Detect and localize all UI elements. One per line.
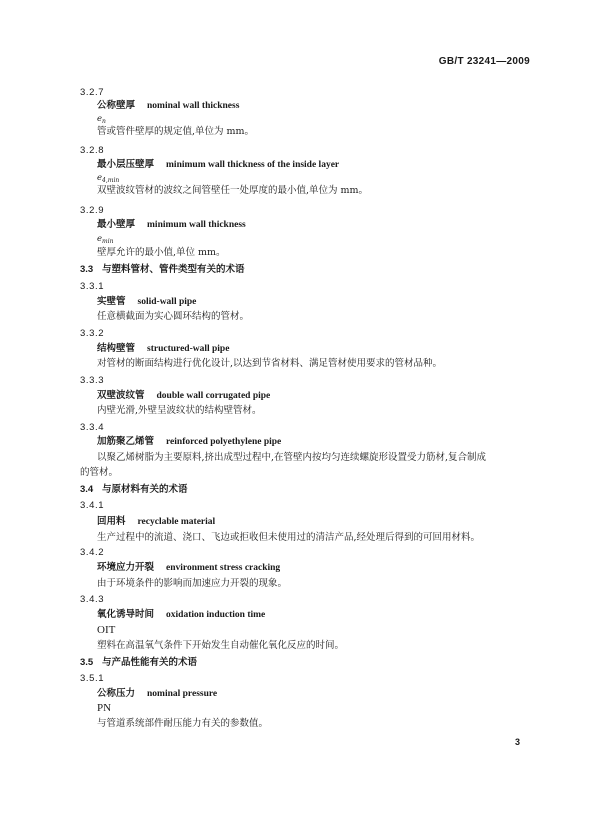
term-en: environment stress cracking bbox=[166, 563, 281, 573]
term-zh: 公称压力 bbox=[97, 688, 136, 699]
section-number: 3.3 bbox=[80, 264, 94, 275]
term-heading bbox=[97, 343, 229, 355]
page-number: 3 bbox=[515, 737, 521, 747]
section-heading bbox=[80, 657, 197, 669]
term-heading bbox=[97, 688, 217, 700]
term-definition: 双壁波纹管材的波纹之间管壁任一处厚度的最小值,单位为 mm。 bbox=[97, 185, 369, 196]
term-en: nominal pressure bbox=[147, 689, 218, 699]
symbol-subscript: min bbox=[102, 238, 114, 245]
term-definition: 以聚乙烯树脂为主要原料,挤出成型过程中,在管壁内按均匀连续螺旋形设置受力筋材,复合制成 bbox=[97, 452, 487, 463]
symbol-subscript: 4,min bbox=[102, 177, 120, 184]
term-en: minimum wall thickness of the inside layer bbox=[166, 160, 340, 170]
term-en: oxidation induction time bbox=[166, 610, 266, 620]
term-heading bbox=[97, 390, 270, 402]
term-en: double wall corrugated pipe bbox=[156, 391, 271, 401]
term-definition: 与管道系统部件耐压能力有关的参数值。 bbox=[97, 718, 269, 729]
term-abbreviation: OIT bbox=[97, 624, 116, 636]
term-heading bbox=[97, 562, 280, 574]
term-heading bbox=[97, 609, 265, 621]
section-title: 与塑料管材、管件类型有关的术语 bbox=[102, 264, 245, 275]
term-heading bbox=[97, 219, 246, 231]
term-zh: 回用料 bbox=[97, 516, 126, 527]
term-zh: 公称壁厚 bbox=[97, 100, 136, 111]
term-zh: 加筋聚乙烯管 bbox=[97, 436, 155, 447]
term-zh: 结构壁管 bbox=[97, 343, 136, 354]
term-zh: 实壁管 bbox=[97, 296, 126, 307]
clause-number: 3.3.1 bbox=[80, 281, 105, 292]
term-definition: 内壁光滑,外壁呈波纹状的结构壁管材。 bbox=[97, 405, 262, 416]
term-en: nominal wall thickness bbox=[147, 101, 240, 111]
term-en: structured-wall pipe bbox=[147, 344, 230, 354]
symbol-base: e bbox=[97, 173, 103, 183]
clause-number: 3.5.1 bbox=[80, 673, 105, 684]
term-zh: 氧化诱导时间 bbox=[97, 609, 155, 620]
clause-number: 3.3.3 bbox=[80, 375, 105, 386]
term-heading bbox=[97, 100, 239, 112]
term-abbreviation: PN bbox=[97, 702, 112, 714]
term-heading bbox=[97, 159, 339, 171]
section-number: 3.5 bbox=[80, 657, 94, 668]
term-en: solid-wall pipe bbox=[137, 297, 197, 307]
term-definition: 由于环境条件的影响而加速应力开裂的现象。 bbox=[97, 578, 288, 589]
symbol-subscript: n bbox=[102, 118, 106, 125]
section-title: 与原材料有关的术语 bbox=[102, 484, 188, 495]
term-en: minimum wall thickness bbox=[147, 220, 246, 230]
clause-number: 3.3.4 bbox=[80, 422, 105, 433]
term-symbol bbox=[97, 233, 114, 248]
clause-number: 3.4.2 bbox=[80, 547, 105, 558]
clause-number: 3.4.1 bbox=[80, 500, 105, 511]
term-zh: 环境应力开裂 bbox=[97, 562, 155, 573]
standard-number: GB/T 23241—2009 bbox=[438, 56, 530, 67]
term-definition: 壁厚允许的最小值,单位 mm。 bbox=[97, 247, 226, 258]
term-zh: 双壁波纹管 bbox=[97, 390, 145, 401]
term-en: reinforced polyethylene pipe bbox=[166, 437, 282, 447]
section-number: 3.4 bbox=[80, 484, 94, 495]
term-definition: 生产过程中的流道、浇口、飞边或拒收但未使用过的清洁产品,经处理后得到的可回用材料。 bbox=[97, 532, 481, 543]
symbol-base: e bbox=[97, 234, 103, 244]
term-en: recyclable material bbox=[137, 517, 216, 527]
clause-number: 3.2.9 bbox=[80, 205, 105, 216]
term-definition-continued: 的管材。 bbox=[80, 467, 119, 478]
term-heading bbox=[97, 296, 196, 308]
term-definition: 任意横截面为实心圆环结构的管材。 bbox=[97, 311, 250, 322]
term-heading bbox=[97, 516, 215, 528]
clause-number: 3.2.8 bbox=[80, 145, 105, 156]
symbol-base: e bbox=[97, 114, 103, 124]
term-zh: 最小层压壁厚 bbox=[97, 159, 155, 170]
term-definition: 对管材的断面结构进行优化设计,以达到节省材料、满足管材使用要求的管材品种。 bbox=[97, 358, 443, 369]
section-title: 与产品性能有关的术语 bbox=[102, 657, 198, 668]
term-zh: 最小壁厚 bbox=[97, 219, 136, 230]
term-definition: 塑料在高温氧气条件下开始发生自动催化氧化反应的时间。 bbox=[97, 640, 345, 651]
clause-number: 3.2.7 bbox=[80, 87, 105, 98]
section-heading bbox=[80, 484, 188, 496]
clause-number: 3.3.2 bbox=[80, 328, 105, 339]
term-definition: 管或管件壁厚的规定值,单位为 mm。 bbox=[97, 126, 255, 137]
term-heading bbox=[97, 436, 281, 448]
section-heading bbox=[80, 264, 245, 276]
clause-number: 3.4.3 bbox=[80, 594, 105, 605]
